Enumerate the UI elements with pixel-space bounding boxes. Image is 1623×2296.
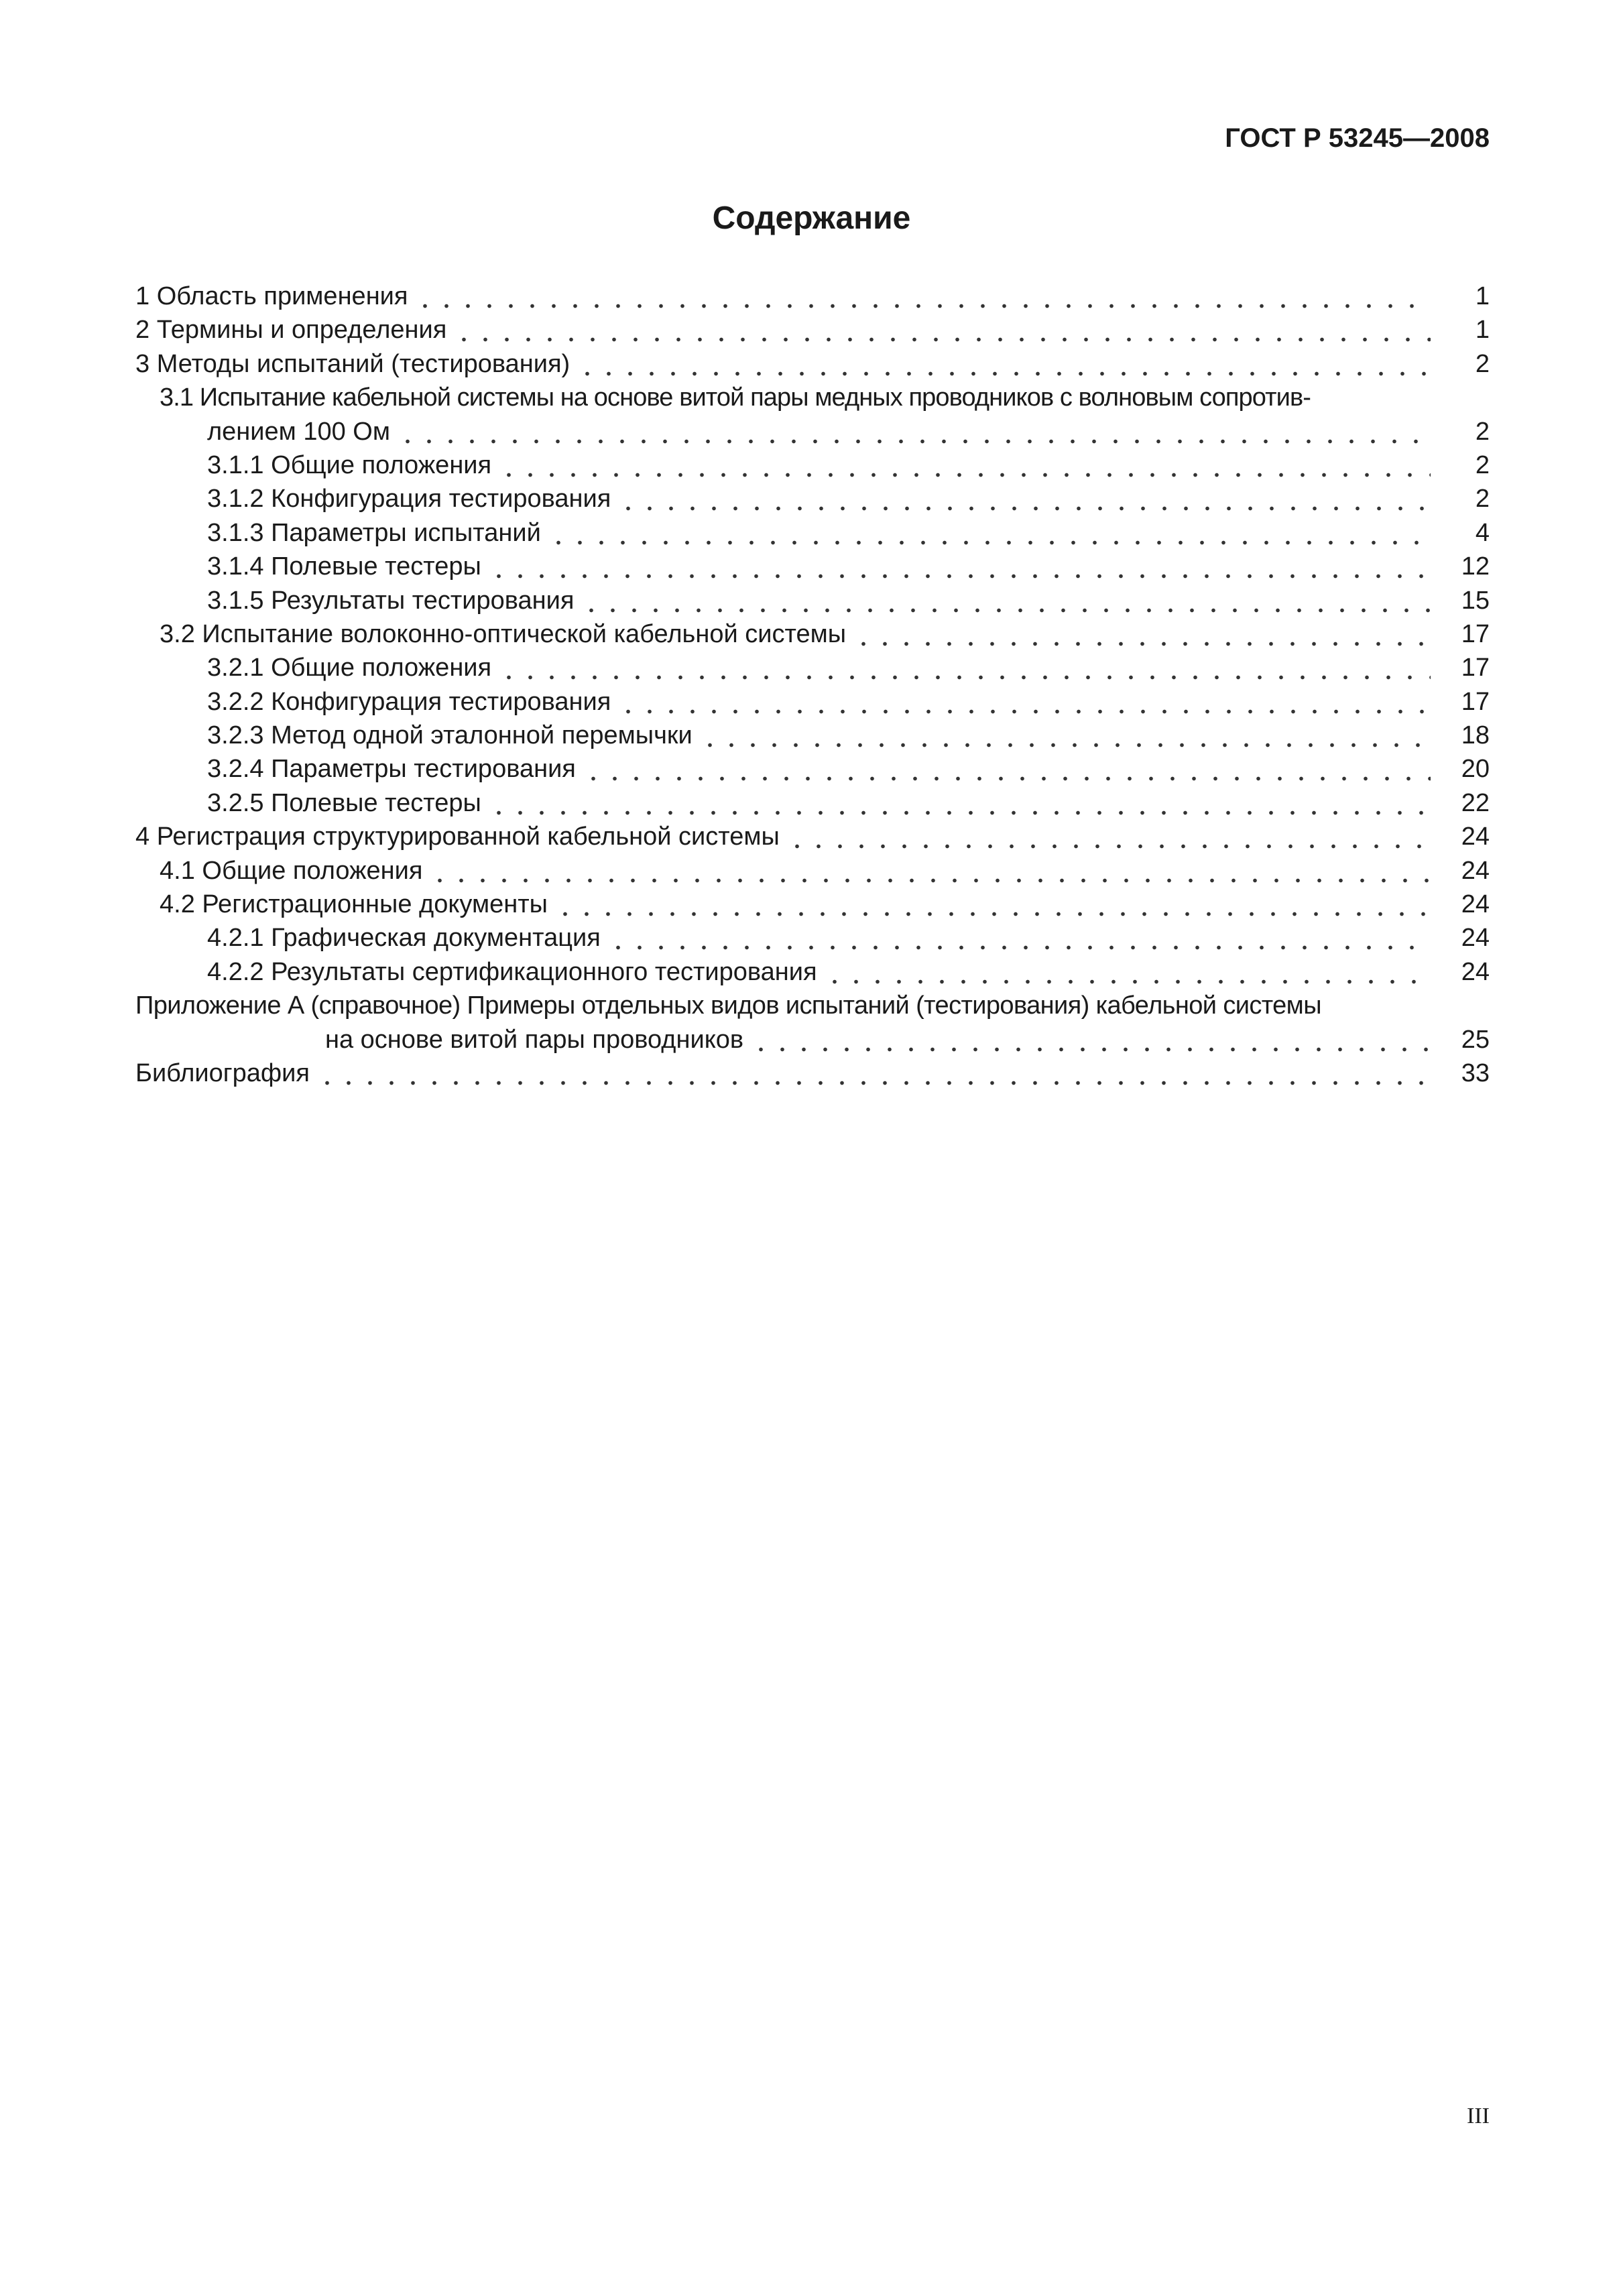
- toc-entry-page: 17: [1461, 654, 1490, 682]
- dot-leader: [498, 651, 1431, 684]
- toc-entry-label: 3 Методы испытаний (тестирования): [135, 347, 577, 381]
- toc-entry-page: 24: [1461, 823, 1490, 851]
- dot-leader: [617, 482, 1431, 516]
- toc-entry-page: 1: [1475, 282, 1490, 310]
- toc-entry[interactable]: [135, 820, 1490, 853]
- toc-entry[interactable]: [135, 719, 1490, 752]
- toc-entry[interactable]: [135, 685, 1490, 719]
- dot-leader: [583, 752, 1431, 786]
- toc-entry-page: 20: [1461, 755, 1490, 784]
- toc-entry[interactable]: [135, 550, 1490, 583]
- toc-entry-page: 18: [1461, 721, 1490, 750]
- dot-leader: [617, 685, 1431, 719]
- dot-leader: [750, 1023, 1431, 1056]
- toc-entry-label: 3.1.4 Полевые тестеры: [207, 550, 488, 583]
- toc-entry-continuation[interactable]: [135, 415, 1490, 448]
- toc-entry-page: 24: [1461, 890, 1490, 919]
- toc-entry-page: 17: [1461, 687, 1490, 716]
- toc-entry-label: 3.2 Испытание волоконно-оптической кабельной системы: [160, 617, 853, 651]
- toc-entry-label: 4.2.2 Результаты сертификационного тестирования: [207, 955, 824, 989]
- toc-entry-page: 2: [1475, 349, 1490, 378]
- toc-entry[interactable]: [135, 516, 1490, 550]
- toc-entry-label: Приложение А (справочное) Примеры отдельных видов испытаний (тестирования) кабельной системы: [135, 989, 1321, 1022]
- dot-leader: [453, 313, 1431, 347]
- dot-leader: [488, 786, 1431, 820]
- dot-leader: [853, 617, 1431, 651]
- toc-entry-label: на основе витой пары проводников: [325, 1023, 750, 1056]
- toc-entry-label: 1 Область применения: [135, 280, 414, 313]
- toc-entry-label: 3.2.4 Параметры тестирования: [207, 752, 583, 786]
- dot-leader: [548, 516, 1431, 550]
- toc-entry[interactable]: [135, 347, 1490, 381]
- toc-entry-page: 24: [1461, 957, 1490, 986]
- dot-leader: [581, 584, 1431, 617]
- toc-entry-label: лением 100 Ом: [207, 415, 397, 448]
- toc-entry[interactable]: [135, 1056, 1490, 1090]
- toc-entry-label: 4.1 Общие положения: [160, 854, 429, 888]
- toc-entry-label: 3.2.1 Общие положения: [207, 651, 498, 684]
- dot-leader: [498, 448, 1431, 482]
- toc-entry-label: 3.1 Испытание кабельной системы на основе витой пары медных проводников с волновым сопротив-: [160, 381, 1311, 414]
- toc-entry-label: 3.1.1 Общие положения: [207, 448, 498, 482]
- dot-leader: [824, 955, 1431, 989]
- table-of-contents: [135, 280, 1490, 1090]
- toc-entry-label: 3.2.2 Конфигурация тестирования: [207, 685, 617, 719]
- toc-entry[interactable]: [135, 854, 1490, 888]
- toc-entry[interactable]: [135, 921, 1490, 955]
- dot-leader: [554, 888, 1431, 921]
- dot-leader: [397, 415, 1431, 448]
- dot-leader: [488, 550, 1431, 583]
- toc-entry[interactable]: [135, 617, 1490, 651]
- document-code: ГОСТ Р 53245—2008: [1225, 123, 1490, 153]
- toc-entry[interactable]: [135, 651, 1490, 684]
- toc-entry[interactable]: [135, 989, 1490, 1022]
- page-number: III: [1467, 2104, 1490, 2128]
- toc-entry-label: 3.1.2 Конфигурация тестирования: [207, 482, 617, 516]
- toc-entry-label: 3.2.3 Метод одной эталонной перемычки: [207, 719, 699, 752]
- toc-entry-label: 3.1.3 Параметры испытаний: [207, 516, 548, 550]
- toc-entry[interactable]: [135, 584, 1490, 617]
- toc-entry-page: 2: [1475, 485, 1490, 513]
- toc-entry[interactable]: [135, 888, 1490, 921]
- dot-leader: [607, 921, 1431, 955]
- toc-entry-page: 4: [1475, 518, 1490, 547]
- toc-entry-label: 3.1.5 Результаты тестирования: [207, 584, 581, 617]
- toc-entry[interactable]: [135, 482, 1490, 516]
- toc-entry-label: 4.2 Регистрационные документы: [160, 888, 554, 921]
- toc-entry-page: 12: [1461, 552, 1490, 581]
- toc-entry[interactable]: [135, 786, 1490, 820]
- toc-entry[interactable]: [135, 381, 1490, 414]
- toc-entry-page: 24: [1461, 924, 1490, 953]
- dot-leader: [786, 820, 1431, 853]
- toc-entry-page: 25: [1461, 1025, 1490, 1054]
- dot-leader: [316, 1056, 1431, 1090]
- toc-entry-page: 22: [1461, 788, 1490, 817]
- toc-entry-page: 17: [1461, 619, 1490, 648]
- toc-entry-page: 2: [1475, 450, 1490, 479]
- toc-entry[interactable]: [135, 313, 1490, 347]
- dot-leader: [577, 347, 1431, 381]
- toc-entry-page: 2: [1475, 417, 1490, 446]
- toc-entry[interactable]: [135, 955, 1490, 989]
- toc-entry-label: 4 Регистрация структурированной кабельной системы: [135, 820, 786, 853]
- toc-entry-page: 33: [1461, 1059, 1490, 1087]
- toc-entry-label: 3.2.5 Полевые тестеры: [207, 786, 488, 820]
- toc-entry-label: 2 Термины и определения: [135, 313, 453, 347]
- toc-entry-page: 1: [1475, 316, 1490, 345]
- toc-entry-label: 4.2.1 Графическая документация: [207, 921, 607, 955]
- dot-leader: [699, 719, 1431, 752]
- dot-leader: [414, 280, 1431, 313]
- toc-entry[interactable]: [135, 280, 1490, 313]
- toc-entry[interactable]: [135, 752, 1490, 786]
- toc-entry-page: 15: [1461, 586, 1490, 615]
- toc-entry-page: 24: [1461, 856, 1490, 885]
- page-title: Содержание: [712, 200, 911, 236]
- dot-leader: [429, 854, 1431, 888]
- toc-entry-label: Библиография: [135, 1056, 316, 1090]
- toc-entry-continuation[interactable]: [135, 1023, 1490, 1056]
- toc-entry[interactable]: [135, 448, 1490, 482]
